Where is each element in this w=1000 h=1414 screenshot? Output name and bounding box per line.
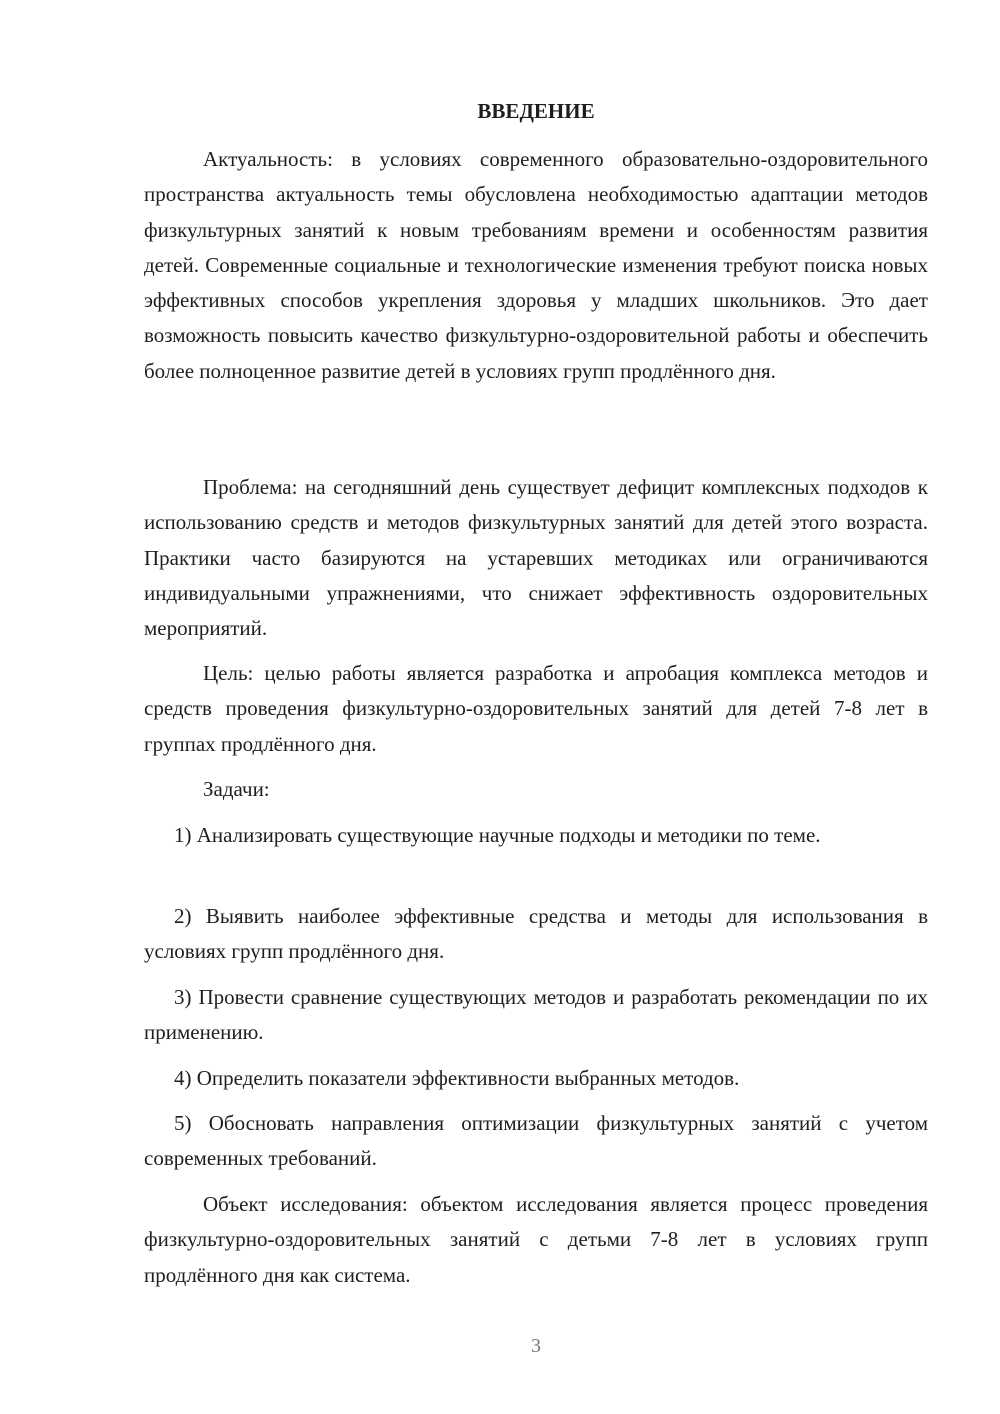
page-number: 3 <box>531 1335 541 1357</box>
task-item-4: 4) Определить показатели эффективности выбранных методов. <box>174 1066 740 1090</box>
section-title: ВВЕДЕНИЕ <box>477 99 595 123</box>
task-item-2: 2) Выявить наиболее эффективные средства и методы для использования в условиях групп продлённого дня. <box>144 904 928 964</box>
paragraph-relevance: Актуальность: в условиях современного образовательно-оздоровительного пространства актуальность темы обусловлена необходимостью адаптации методов физкультурных занятий к новым требованиям времени и особенностям развития детей. Современные социальные и технологические изменения требуют поиска новых эффективных способов укрепления здоровья у младших школьников. Это дает возможность повысить качество физкультурно-оздоровительной работы и обеспечить более полноценное развитие детей в условиях групп продлённого дня. <box>144 147 928 383</box>
task-item-3: 3) Провести сравнение существующих методов и разработать рекомендации по их применению. <box>144 985 928 1045</box>
paragraph-object: Объект исследования: объектом исследования является процесс проведения физкультурно-оздоровительных занятий с детьми 7-8 лет в условиях групп продлённого дня как система. <box>144 1192 928 1287</box>
paragraph-problem: Проблема: на сегодняшний день существует дефицит комплексных подходов к использованию средств и методов физкультурных занятий для детей этого возраста. Практики часто базируются на устаревших методиках или ограничиваются индивидуальными упражнениями, что снижает эффективность оздоровительных мероприятий. <box>144 475 928 641</box>
paragraph-goal: Цель: целью работы является разработка и апробация комплекса методов и средств проведения физкультурно-оздоровительных занятий для детей 7-8 лет в группах продлённого дня. <box>144 661 928 756</box>
task-item-1: 1) Анализировать существующие научные подходы и методики по теме. <box>174 823 821 847</box>
task-item-5: 5) Обосновать направления оптимизации физкультурных занятий с учетом современных требований. <box>144 1111 928 1171</box>
tasks-heading: Задачи: <box>203 777 270 801</box>
